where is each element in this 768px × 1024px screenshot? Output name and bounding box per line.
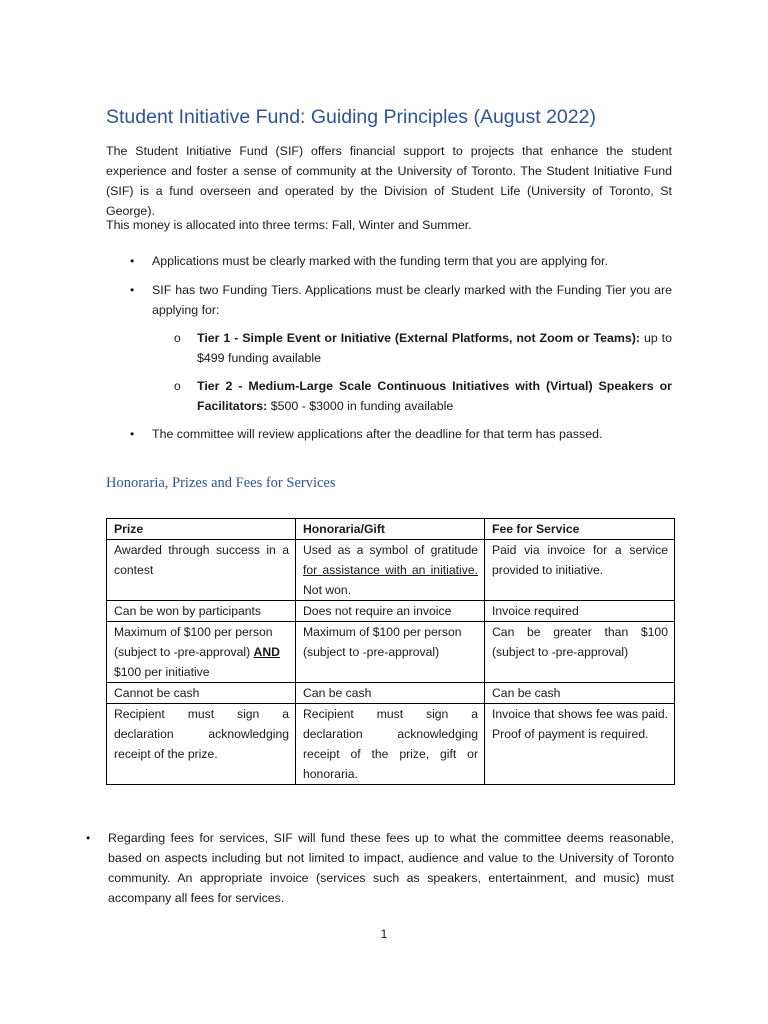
table-cell: Recipient must sign a declaration acknowledging receipt of the prize, gift or honoraria. [296, 704, 485, 785]
bullet-text: Applications must be clearly marked with the funding term that you are applying for. [152, 254, 608, 268]
tier-1-label: Tier 1 - Simple Event or Initiative (External Platforms, not Zoom or Teams): [197, 331, 641, 345]
tier-1-detail: up to $499 funding available [197, 331, 672, 365]
tier-2-label: Tier 2 - Medium-Large Scale Continuous Initiatives with (Virtual) Speakers or Facilitators: [197, 379, 672, 413]
table-row [107, 540, 675, 601]
sub-bullet-tier-2 [174, 376, 672, 416]
table-cell: Can be cash [485, 683, 675, 704]
comparison-table [106, 518, 675, 785]
table-cell: Maximum of $100 per person (subject to -pre-approval) AND $100 per initiative [107, 622, 296, 683]
bullet-text: The committee will review applications after the deadline for that term has passed. [152, 427, 603, 441]
column-header-honoraria: Honoraria/Gift [296, 519, 485, 540]
table-cell: Awarded through success in a contest [107, 540, 296, 601]
column-header-prize: Prize [107, 519, 296, 540]
table-cell: Paid via invoice for a service provided to initiative. [485, 540, 675, 601]
table-cell: Can be cash [296, 683, 485, 704]
bullet-item-fees-note [86, 828, 674, 908]
bullet-icon: • [130, 254, 135, 268]
document-title: Student Initiative Fund: Guiding Principles (August 2022) [106, 106, 596, 128]
underlined-text: for assistance with an initiative. [303, 563, 478, 577]
circle-bullet-icon: o [174, 379, 181, 393]
table-cell: Invoice that shows fee was paid. Proof of payment is required. [485, 704, 675, 785]
table-cell: Can be greater than $100 (subject to -pre-approval) [485, 622, 675, 683]
tier-2-detail: $500 - $3000 in funding available [270, 399, 454, 413]
table-row [107, 704, 675, 785]
section-heading: Honoraria, Prizes and Fees for Services [106, 475, 336, 491]
bullet-item-committee-review [130, 424, 672, 444]
column-header-fee: Fee for Service [485, 519, 675, 540]
table-cell: Maximum of $100 per person (subject to -pre-approval) [296, 622, 485, 683]
bullet-item-funding-term [130, 251, 672, 271]
intro-paragraph: The Student Initiative Fund (SIF) offers financial support to projects that enhance the student experience and foster a sense of community at the University of Toronto. The Student Initiative Fund (SIF) is a fund overseen and operated by the Division of Student Life (University of Toronto, St George). [106, 144, 672, 218]
allocation-paragraph: This money is allocated into three terms: Fall, Winter and Summer. [106, 218, 472, 232]
table-row [107, 622, 675, 683]
table-cell: Recipient must sign a declaration acknowledging receipt of the prize. [107, 704, 296, 785]
bullet-icon: • [130, 427, 135, 441]
circle-bullet-icon: o [174, 331, 181, 345]
table-row [107, 683, 675, 704]
table-cell: Can be won by participants [107, 601, 296, 622]
emphasis-and: AND [253, 645, 280, 659]
bullet-icon: • [86, 831, 91, 845]
table-cell: Cannot be cash [107, 683, 296, 704]
table-header-row [107, 519, 675, 540]
bullet-icon: • [130, 283, 135, 297]
bullet-text: Regarding fees for services, SIF will fund these fees up to what the committee deems reasonable, based on aspects including but not limited to impact, audience and value to the University of Toronto community. An appropriate invoice (services such as speakers, entertainment, and music) must accompany all fees for services. [108, 831, 674, 905]
sub-bullet-tier-1 [174, 328, 672, 368]
table-cell: Invoice required [485, 601, 675, 622]
table-row [107, 601, 675, 622]
bullet-text: SIF has two Funding Tiers. Applications must be clearly marked with the Funding Tier you are applying for: [152, 283, 672, 317]
table-cell: Used as a symbol of gratitude for assistance with an initiative. Not won. [296, 540, 485, 601]
table-cell: Does not require an invoice [296, 601, 485, 622]
bullet-item-funding-tiers [130, 280, 672, 320]
page-number: 1 [380, 927, 388, 941]
